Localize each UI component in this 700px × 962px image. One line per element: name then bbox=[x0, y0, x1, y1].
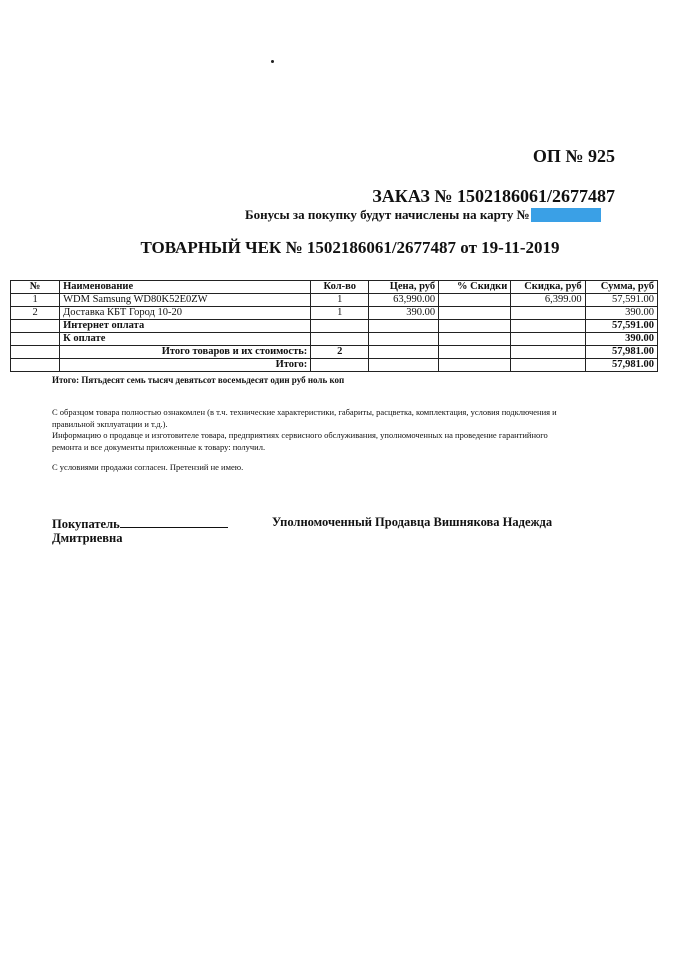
table-row bbox=[11, 294, 658, 307]
to-pay-row bbox=[11, 333, 658, 346]
seller-signature: Уполномоченный Продавца Вишнякова Надежда bbox=[272, 515, 553, 529]
to-pay-label: К оплате bbox=[60, 333, 311, 346]
internet-payment-row bbox=[11, 320, 658, 333]
col-header-price: Цена, руб bbox=[369, 281, 439, 294]
table-header-row bbox=[11, 281, 658, 294]
total-row bbox=[11, 359, 658, 372]
total-sum: 57,981.00 bbox=[585, 359, 657, 372]
redacted-card-number bbox=[531, 208, 601, 222]
total-goods-label: Итого товаров и их стоимость: bbox=[60, 346, 311, 359]
bonus-card-note bbox=[245, 207, 601, 223]
buyer-label: Покупатель bbox=[52, 517, 120, 531]
row-discount bbox=[511, 307, 585, 320]
row-qty: 1 bbox=[311, 307, 369, 320]
signature-line bbox=[120, 515, 228, 528]
row-price: 63,990.00 bbox=[369, 294, 439, 307]
col-header-no: № bbox=[11, 281, 60, 294]
scan-speck bbox=[271, 60, 274, 63]
col-header-discount: Скидка, руб bbox=[511, 281, 585, 294]
col-header-sum: Сумма, руб bbox=[585, 281, 657, 294]
total-in-words: Итого: Пятьдесят семь тысяч девятьсот восемьдесят один руб ноль коп bbox=[52, 375, 345, 385]
terms-acknowledgement: С образцом товара полностью ознакомлен (в т.ч. технические характеристики, габариты, расцветка, комплектация, условия подключения и правильной экплуатации и т.д.). bbox=[52, 407, 557, 429]
row-discount: 6,399.00 bbox=[511, 294, 585, 307]
row-no: 1 bbox=[11, 294, 60, 307]
goods-table bbox=[10, 280, 658, 372]
receipt-title bbox=[0, 238, 700, 258]
row-no: 2 bbox=[11, 307, 60, 320]
terms-agreement: С условиями продажи согласен. Претензий не имею. bbox=[52, 462, 244, 472]
col-header-qty: Кол-во bbox=[311, 281, 369, 294]
total-label: Итого: bbox=[60, 359, 311, 372]
table-row bbox=[11, 307, 658, 320]
row-qty: 1 bbox=[311, 294, 369, 307]
bonus-text: Бонусы за покупку будут начислены на карту № bbox=[245, 207, 530, 222]
total-goods-sum: 57,981.00 bbox=[585, 346, 657, 359]
seller-name-continuation: Дмитриевна bbox=[52, 531, 123, 545]
receipt-number: ТОВАРНЫЙ ЧЕК № 1502186061/2677487 bbox=[140, 238, 457, 257]
receipt-date: от 19-11-2019 bbox=[460, 238, 560, 257]
op-number: ОП № 925 bbox=[532, 146, 615, 166]
row-price: 390.00 bbox=[369, 307, 439, 320]
buyer-signature bbox=[52, 515, 228, 532]
to-pay-sum: 390.00 bbox=[585, 333, 657, 346]
terms-block bbox=[52, 407, 572, 474]
row-discount-pct bbox=[439, 294, 511, 307]
total-goods-qty: 2 bbox=[311, 346, 369, 359]
row-sum: 57,591.00 bbox=[585, 294, 657, 307]
row-name: WDM Samsung WD80K52E0ZW bbox=[60, 294, 311, 307]
col-header-name: Наименование bbox=[60, 281, 311, 294]
col-header-discount-pct: % Скидки bbox=[439, 281, 511, 294]
terms-documents: Информацию о продавце и изготовителе товара, предприятиях сервисного обслуживания, уполномоченных на проведение гарантийного ремонта и все документы приложенные к товару: получил. bbox=[52, 430, 548, 452]
internet-payment-label: Интернет оплата bbox=[60, 320, 311, 333]
internet-payment-sum: 57,591.00 bbox=[585, 320, 657, 333]
row-name: Доставка КБТ Город 10-20 bbox=[60, 307, 311, 320]
row-sum: 390.00 bbox=[585, 307, 657, 320]
total-goods-row bbox=[11, 346, 658, 359]
row-discount-pct bbox=[439, 307, 511, 320]
order-number: ЗАКАЗ № 1502186061/2677487 bbox=[372, 186, 615, 206]
